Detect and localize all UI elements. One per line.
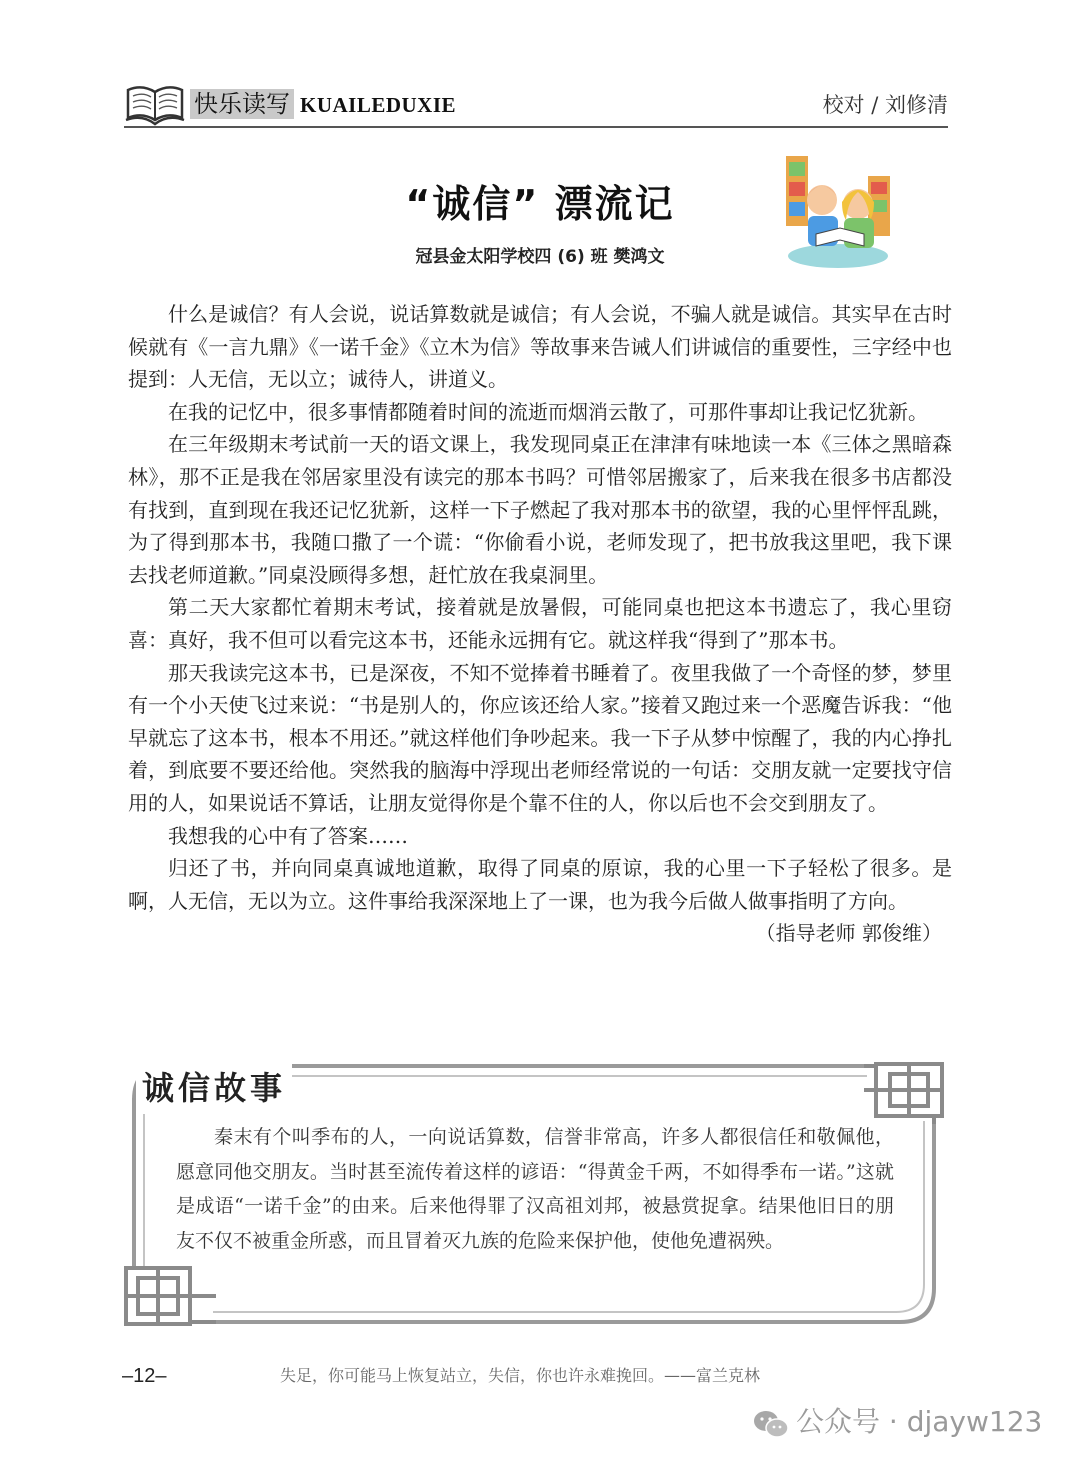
header-rule	[124, 126, 948, 128]
paragraph-6: 我想我的心中有了答案……	[168, 823, 408, 848]
watermark-text: 公众号 · djayw123	[796, 1405, 1043, 1438]
story-title: 诚信故事	[136, 1062, 292, 1114]
paragraph-2: 在我的记忆中，很多事情都随着时间的流逝而烟消云散了，可那件事却让我记忆犹新。	[168, 399, 928, 424]
brand-chinese: 快乐读写	[194, 90, 290, 118]
paragraph-5: 那天我读完这本书，已是深夜，不知不觉捧着书睡着了。夜里我做了一个奇怪的梦，梦里有一个小天使飞过来说：“书是别人的，你应该还给人家。”接着又跑过来一个恶魔告诉我：“他早就忘了这本书，根本不用还。”就这样他们争吵起来。我一下子从梦中惊醒了，我的内心挣扎着，到底要不要还给他。突然我的脑海中浮现出老师经常说的一句话：交朋友就一定要找守信用的人，如果说话不算话，让朋友觉得你是个靠不住的人，你以后也不会交到朋友了。	[128, 660, 952, 815]
teacher-signature: （指导老师 郭俊维）	[755, 921, 942, 946]
paragraph-4: 第二天大家都忙着期末考试，接着就是放暑假，可能同桌也把这本书遗忘了，我心里窃喜：真好，我不但可以看完这本书，还能永远拥有它。就这样我“得到了”那本书。	[128, 595, 952, 652]
paragraph-3: 在三年级期末考试前一天的语文课上，我发现同桌正在津津有味地读一本《三体之黑暗森林》，那不正是我在邻居家里没有读完的那本书吗？可惜邻居搬家了，后来我在很多书店都没有找到，直到现在我还记忆犹新，这样一下子燃起了我对那本书的欲望，我的心里怦怦乱跳，为了得到那本书，我随口撒了一个谎：“你偷看小说，老师发现了，把书放我这里吧，我下课去找老师道歉。”同桌没顾得多想，赶忙放在我桌洞里。	[128, 432, 952, 587]
article-author: 冠县金太阳学校四 (6) 班 樊鸿文	[415, 247, 665, 267]
footer-quote: 失足，你可能马上恢复站立，失信，你也许永难挽回。——富兰克林	[280, 1366, 761, 1385]
paragraph-7: 归还了书，并向同桌真诚地道歉，取得了同桌的原谅，我的心里一下子轻松了很多。是啊，人无信，无以为立。这件事给我深深地上了一课，也为我今后做人做事指明了方向。	[128, 856, 952, 913]
brand-english: KUAILEDUXIE	[300, 93, 457, 117]
article-body	[128, 298, 952, 950]
book-icon	[124, 80, 186, 126]
story-paragraph: 秦末有个叫季布的人，一向说话算数，信誉非常高，许多人都很信任和敬佩他，愿意同他交朋友。当时甚至流传着这样的谚语：“得黄金千两，不如得季布一诺。”这就是成语“一诺千金”的由来。后来他得罪了汉高祖刘邦，被悬赏捉拿。结果他旧日的朋友不仅不被重金所惑，而且冒着灭九族的危险来保护他，使他免遭祸殃。	[176, 1126, 894, 1252]
page-number: –12–	[122, 1365, 167, 1387]
article-title: “诚信” 漂流记	[405, 182, 675, 226]
paragraph-1: 什么是诚信？有人会说，说话算数就是诚信；有人会说，不骗人就是诚信。其实早在古时候就有《一言九鼎》《一诺千金》《立木为信》等故事来告诫人们讲诚信的重要性，三字经中也提到：人无信，无以立；诚待人，讲道义。	[128, 302, 952, 392]
story-text	[176, 1120, 894, 1258]
children-reading-illustration	[782, 152, 894, 270]
proofreader: 校对 / 刘修清	[822, 93, 948, 117]
wechat-icon	[752, 1408, 790, 1440]
